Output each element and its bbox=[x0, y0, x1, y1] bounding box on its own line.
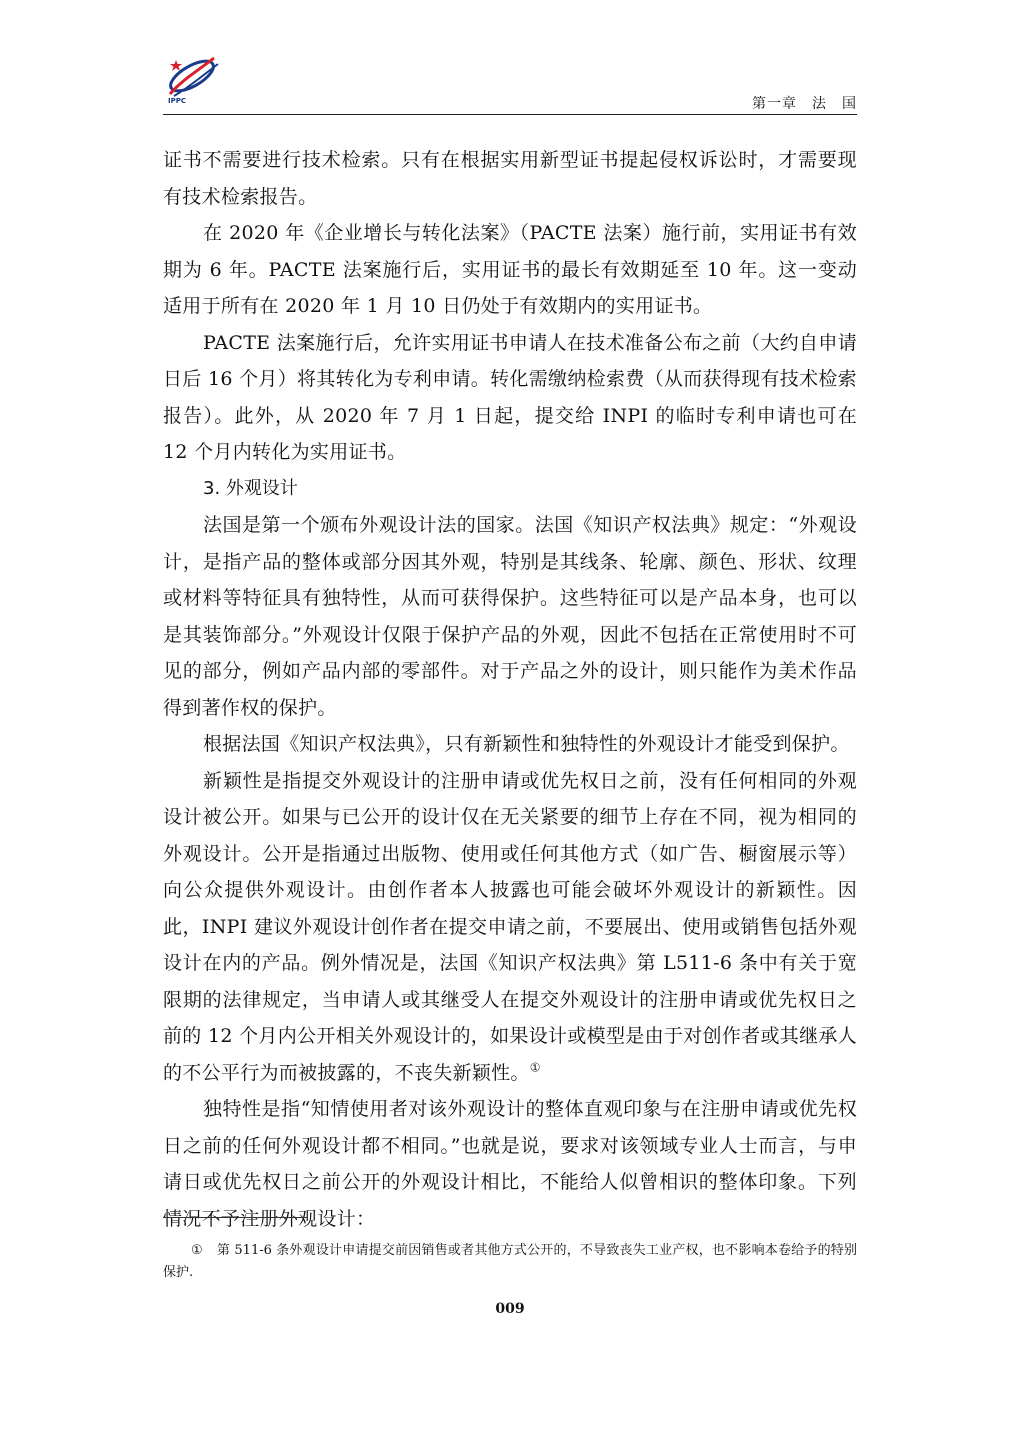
footnote-text: 第 511-6 条外观设计申请提交前因销售或者其他方式公开的，不导致丧失工业产权，也不影响本卷给予的特别保护. bbox=[163, 1243, 857, 1280]
footnote-rule bbox=[163, 1217, 308, 1218]
section-heading: 3. 外观设计 bbox=[203, 477, 298, 499]
paragraph: 法国是第一个颁布外观设计法的国家。法国《知识产权法典》规定：“外观设计，是指产品的整体或部分因其外观，特别是其线条、轮廓、颜色、形状、纹理或材料等特征具有独特性，从而可获得保护。这些特征可以是产品本身，也可以是其装饰部分。”外观设计仅限于保护产品的外观，因此不包括在正常使用时不可见的部分，例如产品内部的零部件。对于产品之外的设计，则只能作为美术作品得到著作权的保护。 bbox=[163, 514, 857, 719]
header-rule bbox=[163, 114, 857, 115]
paragraph: 独特性是指“知情使用者对该外观设计的整体直观印象与在注册申请或优先权日之前的任何外观设计都不相同。”也就是说，要求对该领域专业人士而言，与申请日或优先权日之前公开的外观设计相比，不能给人似曾相识的整体印象。下列情况不予注册外观设计： bbox=[163, 1098, 857, 1230]
logo-text: IPPC bbox=[168, 97, 187, 105]
paragraph: 在 2020 年《企业增长与转化法案》（PACTE 法案）施行前，实用证书有效期为 6 年。PACTE 法案施行后，实用证书的最长有效期延至 10 年。这一变动适用于所有在 2020 年 1 月 10 日仍处于有效期内的实用证书。 bbox=[163, 222, 857, 317]
footnote-reference[interactable]: ① bbox=[529, 1060, 541, 1075]
page-number: 009 bbox=[495, 1301, 525, 1317]
paragraph-text: 新颖性是指提交外观设计的注册申请或优先权日之前，没有任何相同的外观设计被公开。如果与已公开的设计仅在无关紧要的细节上存在不同，视为相同的外观设计。公开是指通过出版物、使用或任何其他方式（如广告、橱窗展示等）向公众提供外观设计。由创作者本人披露也可能会破坏外观设计的新颖性。因此，INPI 建议外观设计创作者在提交申请之前，不要展出、使用或销售包括外观设计在内的产品。例外情况是，法国《知识产权法典》第 L511-6 条中有关于宽限期的法律规定，当申请人或其继受人在提交外观设计的注册申请或优先权日之前的 12 个月内公开相关外观设计的，如果设计或模型是由于对创作者或其继承人的不公平行为而被披露的，不丧失新颖性。 bbox=[163, 769, 857, 1084]
paragraph-with-footnote bbox=[163, 763, 857, 1092]
chapter-header: 第一章 法 国 bbox=[752, 96, 857, 112]
paragraph: 根据法国《知识产权法典》，只有新颖性和独特性的外观设计才能受到保护。 bbox=[203, 733, 850, 755]
page-body bbox=[163, 142, 857, 1237]
footnote-mark: ① bbox=[191, 1243, 203, 1258]
paragraph: 证书不需要进行技术检索。只有在根据实用新型证书提起侵权诉讼时，才需要现有技术检索报告。 bbox=[163, 149, 857, 208]
footnote bbox=[163, 1240, 857, 1284]
paragraph: PACTE 法案施行后，允许实用证书申请人在技术准备公布之前（大约自申请日后 16 个月）将其转化为专利申请。转化需缴纳检索费（从而获得现有技术检索报告）。此外，从 2020 年 7 月 1 日起，提交给 INPI 的临时专利申请也可在 12 个月内转化为实用证书。 bbox=[163, 331, 857, 463]
